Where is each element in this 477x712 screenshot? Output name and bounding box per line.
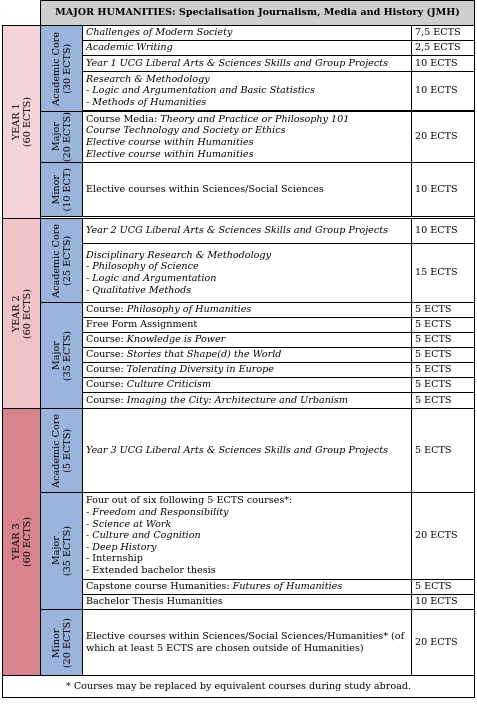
table-row — [3, 303, 475, 318]
ects-cell: 5 ECTS — [412, 363, 475, 378]
year1-major-label: Major (20 ECTS) — [41, 112, 83, 163]
course-cell: Year 3 UCG Liberal Arts & Sciences Skills and Group Projects — [83, 409, 412, 493]
page-title: MAJOR HUMANITIES: Specialisation Journalism, Media and History (JMH) — [41, 1, 475, 26]
year1-label: YEAR 1 (60 ECTS) — [3, 26, 41, 219]
course-cell: Elective courses within Sciences/Social Sciences — [83, 163, 412, 217]
ects-cell: 5 ECTS — [412, 409, 475, 493]
year2-core-label: Academic Core (25 ECTS) — [41, 219, 83, 303]
ects-cell: 20 ECTS — [412, 610, 475, 676]
footnote: * Courses may be replaced by equivalent courses during study abroad. — [3, 676, 475, 698]
course-cell: Course: Imaging the City: Architecture and Urbanism — [83, 393, 412, 409]
year1-core-label: Academic Core (30 ECTS) — [41, 26, 83, 112]
ects-cell: 15 ECTS — [412, 244, 475, 303]
course-cell: Course Media: Theory and Practice or Philosophy 101 Course Technology and Society or Ethics Elective course within Humanities Elective course within Humanities — [83, 112, 412, 163]
course-cell: Course: Tolerating Diversity in Europe — [83, 363, 412, 378]
ects-cell: 20 ECTS — [412, 112, 475, 163]
course-cell: Course: Stories that Shape(d) the World — [83, 348, 412, 363]
year2-label: YEAR 2 (60 ECTS) — [3, 219, 41, 409]
ects-cell: 5 ECTS — [412, 580, 475, 595]
ects-cell: 20 ECTS — [412, 493, 475, 580]
ects-cell: 5 ECTS — [412, 393, 475, 409]
year2-major-label: Major (35 ECTS) — [41, 303, 83, 409]
ects-cell: 5 ECTS — [412, 303, 475, 318]
course-cell: Course: Culture Criticism — [83, 378, 412, 393]
year3-label: YEAR 3 (60 ECTS) — [3, 409, 41, 676]
table-row — [3, 610, 475, 676]
ects-cell: 7,5 ECTS — [412, 26, 475, 41]
table-row — [3, 163, 475, 217]
title-row — [3, 1, 475, 26]
year3-major-label: Major (35 ECTS) — [41, 493, 83, 610]
course-cell: Academic Writing — [83, 41, 412, 56]
ects-cell: 2,5 ECTS — [412, 41, 475, 56]
course-cell: Year 2 UCG Liberal Arts & Sciences Skills and Group Projects — [83, 219, 412, 244]
course-cell: Challenges of Modern Society — [83, 26, 412, 41]
ects-cell: 10 ECTS — [412, 595, 475, 610]
course-cell: Four out of six following 5 ECTS courses*: - Freedom and Responsibility - Science at Work - Culture and Cognition - Deep History - Internship - Extended bachelor thesis — [83, 493, 412, 580]
course-cell: Disciplinary Research & Methodology - Philosophy of Science - Logic and Argumentation - Qualitative Methods — [83, 244, 412, 303]
ects-cell: 5 ECTS — [412, 333, 475, 348]
ects-cell: 10 ECTS — [412, 219, 475, 244]
course-cell: Bachelor Thesis Humanities — [83, 595, 412, 610]
table-row — [3, 409, 475, 493]
course-cell: Capstone course Humanities: Futures of Humanities — [83, 580, 412, 595]
course-cell: Course: Philosophy of Humanities — [83, 303, 412, 318]
ects-cell: 5 ECTS — [412, 318, 475, 333]
table-row — [3, 26, 475, 41]
ects-cell: 10 ECTS — [412, 163, 475, 217]
course-cell: Research & Methodology - Logic and Argumentation and Basic Statistics - Methods of Humanities — [83, 72, 412, 111]
year3-minor-label: Minor (20 ECTS) — [41, 610, 83, 676]
table-row — [3, 493, 475, 580]
course-cell: Course: Knowledge is Power — [83, 333, 412, 348]
course-cell: Elective courses within Sciences/Social Sciences/Humanities* (of which at least 5 ECTS are chosen outside of Humanities) — [83, 610, 412, 676]
footnote-row — [3, 676, 475, 698]
curriculum-table — [2, 0, 475, 698]
year3-core-label: Academic Core (5 ECTS) — [41, 409, 83, 493]
ects-cell: 10 ECTS — [412, 72, 475, 111]
ects-cell: 5 ECTS — [412, 378, 475, 393]
course-cell: Year 1 UCG Liberal Arts & Sciences Skills and Group Projects — [83, 56, 412, 72]
table-row — [3, 219, 475, 244]
year1-minor-label: Minor (10 ECT) — [41, 163, 83, 217]
ects-cell: 5 ECTS — [412, 348, 475, 363]
table-row — [3, 112, 475, 163]
ects-cell: 10 ECTS — [412, 56, 475, 72]
course-cell: Free Form Assignment — [83, 318, 412, 333]
